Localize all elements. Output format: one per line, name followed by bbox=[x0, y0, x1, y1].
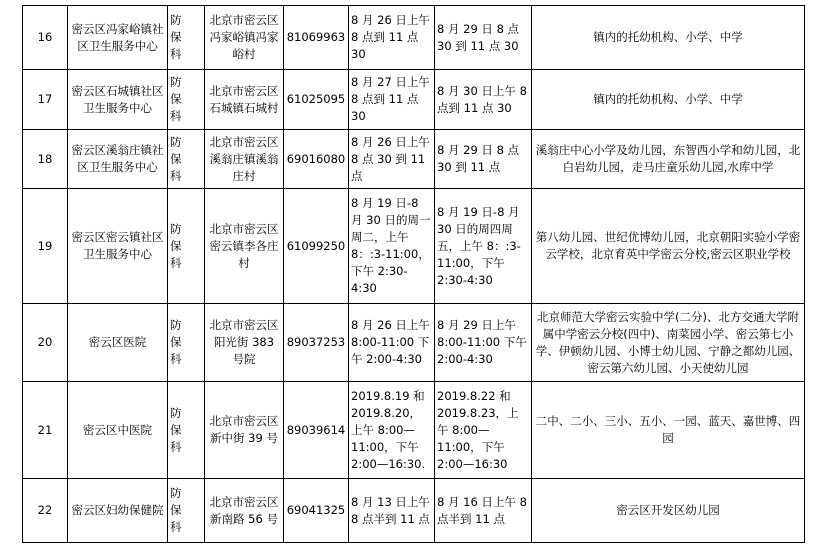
institution-name: 密云区医院 bbox=[68, 304, 168, 382]
phone: 89039614 bbox=[284, 382, 349, 479]
service-scope: 第八幼儿园、世纪优博幼儿园，北京朝阳实验小学密云学校，北京育英中学密云分校,密云区职业学校 bbox=[532, 189, 805, 304]
time-slot-1: 8 月 26 日上午 8:00-11:00 下午 2:00-4:30 bbox=[349, 304, 435, 382]
institution-name: 密云区中医院 bbox=[68, 382, 168, 479]
address: 北京市密云区冯家峪镇冯家峪村 bbox=[205, 6, 284, 70]
row-number: 20 bbox=[23, 304, 68, 382]
time-slot-1: 8 月 27 日上午 8 点到 11 点 30 bbox=[349, 70, 435, 130]
time-slot-1: 8 月 26 日上午 8 点到 11 点 30 bbox=[349, 6, 435, 70]
institution-name: 密云区妇幼保健院 bbox=[68, 479, 168, 543]
institution-name: 密云区冯家峪镇社区卫生服务中心 bbox=[68, 6, 168, 70]
department: 防 保 科 bbox=[168, 70, 205, 130]
row-number: 17 bbox=[23, 70, 68, 130]
service-scope: 溪翁庄中心小学及幼儿园，东智西小学和幼儿园，北白岩幼儿园，走马庄童乐幼儿园,水库中学 bbox=[532, 130, 805, 189]
service-scope: 北京师范大学密云实验中学(二分)、北方交通大学附属中学密云分校(四中)、南菜园小学、密云第七小学、伊顿幼儿园、小博士幼儿园、宁静之都幼儿园、密云第六幼儿园、小天使幼儿园 bbox=[532, 304, 805, 382]
schedule-table bbox=[22, 5, 805, 543]
address: 北京市密云区溪翁庄镇溪翁庄村 bbox=[205, 130, 284, 189]
row-number: 19 bbox=[23, 189, 68, 304]
department: 防 保 科 bbox=[168, 304, 205, 382]
table-row bbox=[23, 6, 805, 70]
time-slot-2: 8 月 19 日-8 月 30 日的周四周五，上午 8：:3-11:00，下午 2:30-4:30 bbox=[435, 189, 532, 304]
row-number: 18 bbox=[23, 130, 68, 189]
department: 防 保 科 bbox=[168, 382, 205, 479]
phone: 69041325 bbox=[284, 479, 349, 543]
row-number: 16 bbox=[23, 6, 68, 70]
phone: 61025095 bbox=[284, 70, 349, 130]
time-slot-1: 8 月 19 日-8 月 30 日的周一周二，上午 8：:3-11:00，下午 2:30-4:30 bbox=[349, 189, 435, 304]
phone: 69016080 bbox=[284, 130, 349, 189]
time-slot-2: 8 月 29 日上午 8:00-11:00 下午 2:00-4:30 bbox=[435, 304, 532, 382]
table-row bbox=[23, 382, 805, 479]
department: 防 保 科 bbox=[168, 6, 205, 70]
service-scope: 镇内的托幼机构、小学、中学 bbox=[532, 6, 805, 70]
service-scope: 镇内的托幼机构、小学、中学 bbox=[532, 70, 805, 130]
table-row bbox=[23, 130, 805, 189]
institution-name: 密云区溪翁庄镇社区卫生服务中心 bbox=[68, 130, 168, 189]
service-scope: 密云区开发区幼儿园 bbox=[532, 479, 805, 543]
phone: 61099250 bbox=[284, 189, 349, 304]
address: 北京市密云区密云镇李各庄村 bbox=[205, 189, 284, 304]
table-row bbox=[23, 304, 805, 382]
time-slot-2: 8 月 29 日 8 点 30 到 11 点 30 bbox=[435, 6, 532, 70]
time-slot-2: 2019.8.22 和 2019.8.23，上午 8:00—11:00，下午 2:00—16:30 bbox=[435, 382, 532, 479]
department: 防 保 科 bbox=[168, 479, 205, 543]
time-slot-1: 8 月 13 日上午 8 点半到 11 点 bbox=[349, 479, 435, 543]
department: 防 保 科 bbox=[168, 130, 205, 189]
institution-name: 密云区密云镇社区卫生服务中心 bbox=[68, 189, 168, 304]
time-slot-1: 8 月 26 日上午 8 点 30 到 11 点 bbox=[349, 130, 435, 189]
address: 北京市密云区阳光街 383 号院 bbox=[205, 304, 284, 382]
table-row bbox=[23, 479, 805, 543]
address: 北京市密云区石城镇石城村 bbox=[205, 70, 284, 130]
time-slot-1: 2019.8.19 和 2019.8.20，上午 8:00—11:00，下午 2:00—16:30. bbox=[349, 382, 435, 479]
table-row bbox=[23, 189, 805, 304]
table-row bbox=[23, 70, 805, 130]
row-number: 21 bbox=[23, 382, 68, 479]
address: 北京市密云区新中街 39 号 bbox=[205, 382, 284, 479]
time-slot-2: 8 月 29 日 8 点 30 到 11 点 bbox=[435, 130, 532, 189]
time-slot-2: 8 月 16 日上午 8 点半到 11 点 bbox=[435, 479, 532, 543]
address: 北京市密云区新南路 56 号 bbox=[205, 479, 284, 543]
service-scope: 二中、二小、三小、五小、一园、蓝天、嘉世博、四园 bbox=[532, 382, 805, 479]
phone: 81069963 bbox=[284, 6, 349, 70]
phone: 89037253 bbox=[284, 304, 349, 382]
time-slot-2: 8 月 30 日上午 8 点到 11 点 30 bbox=[435, 70, 532, 130]
row-number: 22 bbox=[23, 479, 68, 543]
department: 防 保 科 bbox=[168, 189, 205, 304]
institution-name: 密云区石城镇社区卫生服务中心 bbox=[68, 70, 168, 130]
